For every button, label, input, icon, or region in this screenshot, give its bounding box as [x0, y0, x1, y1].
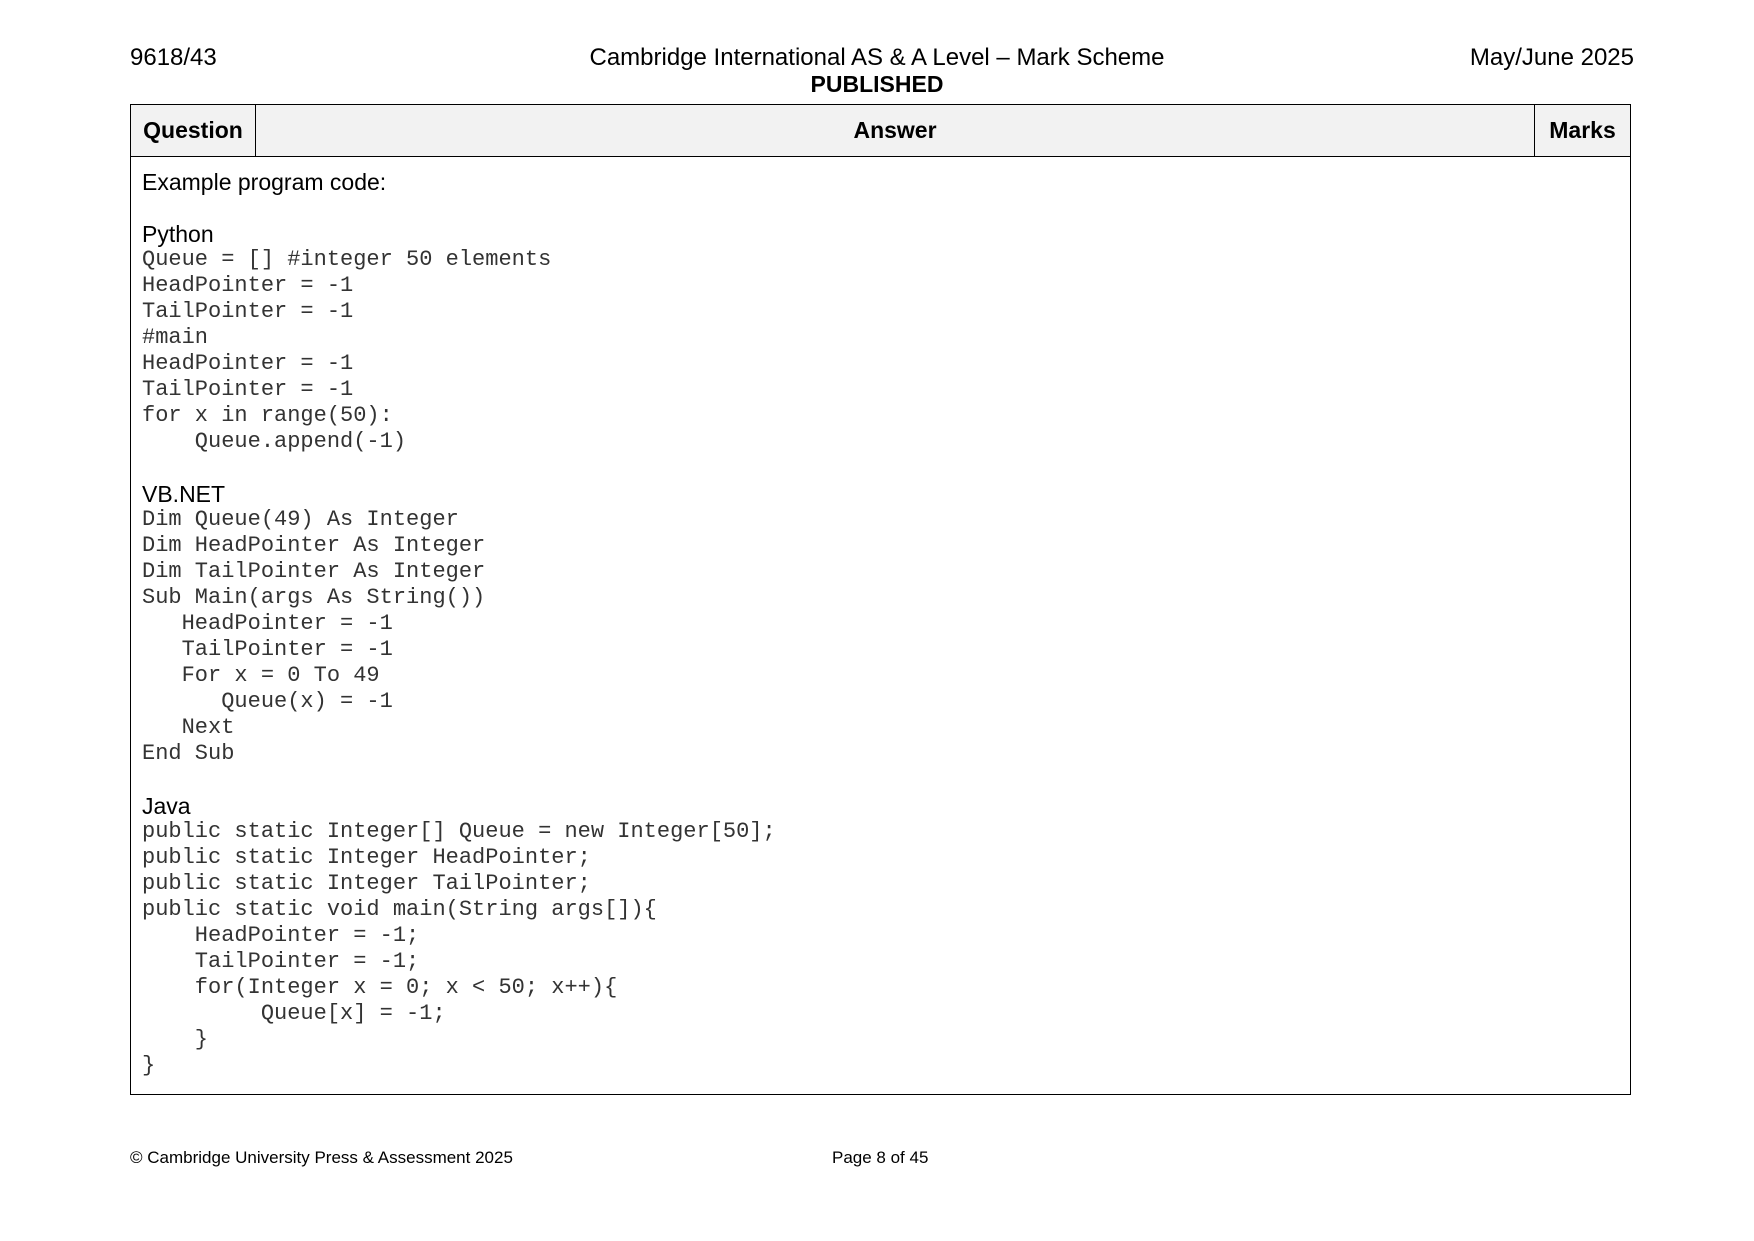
- table-header-row: [131, 105, 1630, 157]
- column-header-marks: Marks: [1549, 117, 1616, 143]
- copyright-notice: © Cambridge University Press & Assessment 2025: [130, 1148, 513, 1167]
- document-title: Cambridge International AS & A Level – Mark Scheme: [589, 44, 1165, 71]
- code-block-java: public static Integer[] Queue = new Integer[50]; public static Integer HeadPointer; public static Integer TailPointer; public static void main(String args[]){ HeadPointer = -1; TailPointer = -1; for(Integer x = 0; x < 50; x++){ Queue[x] = -1; } }: [142, 819, 776, 1078]
- answer-cell: [131, 157, 1630, 1094]
- code-block-python: Queue = [] #integer 50 elements HeadPointer = -1 TailPointer = -1 #main HeadPointer = -1 TailPointer = -1 for x in range(50): Queue.append(-1): [142, 247, 552, 454]
- mark-scheme-table: [130, 104, 1631, 1095]
- language-label-python: Python: [142, 221, 214, 247]
- column-header-answer: Answer: [256, 105, 1535, 156]
- exam-session: May/June 2025: [1469, 44, 1634, 71]
- code-block-vbnet: Dim Queue(49) As Integer Dim HeadPointer As Integer Dim TailPointer As Integer Sub Main(args As String()) HeadPointer = -1 TailPointer = -1 For x = 0 To 49 Queue(x) = -1 Next End Sub: [142, 507, 486, 766]
- language-label-java: Java: [142, 793, 191, 819]
- published-label: PUBLISHED: [810, 71, 944, 97]
- answer-intro: Example program code:: [142, 169, 387, 195]
- page-number: Page 8 of 45: [832, 1148, 929, 1167]
- language-label-vbnet: VB.NET: [142, 481, 226, 507]
- paper-code: 9618/43: [130, 44, 217, 71]
- column-header-question: Question: [131, 105, 256, 156]
